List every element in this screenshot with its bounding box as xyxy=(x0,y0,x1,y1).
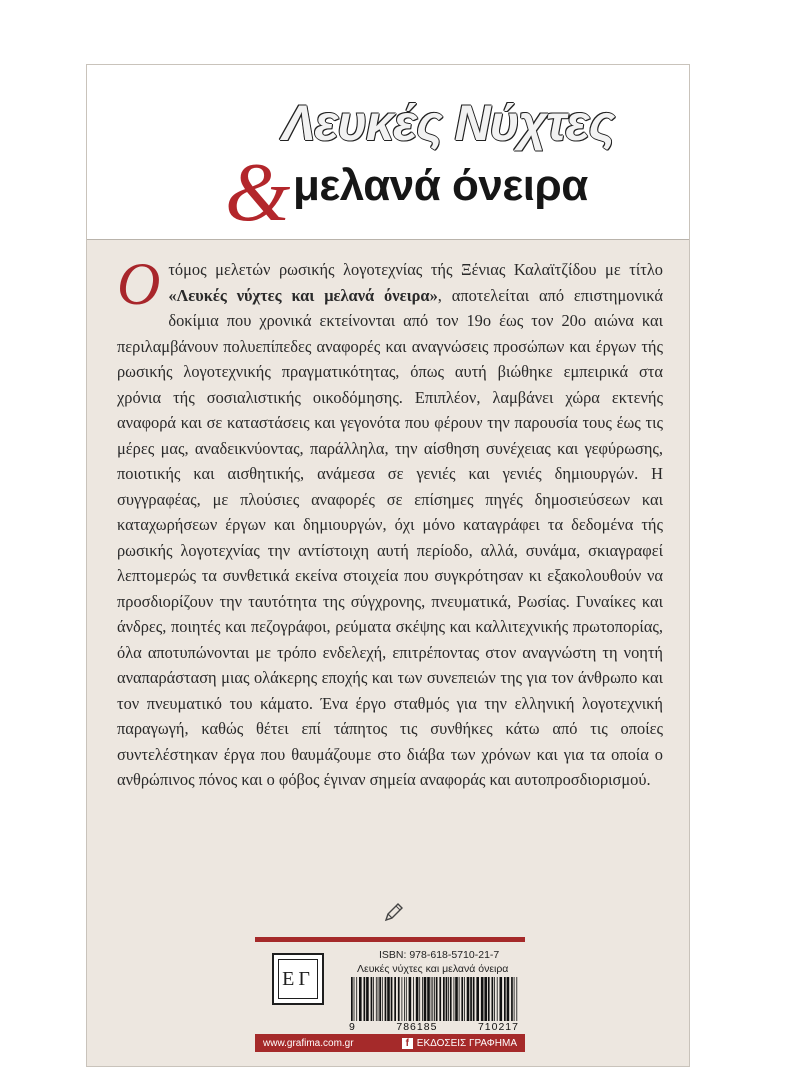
barcode-digit-group-3: 710217 xyxy=(477,1021,519,1033)
blurb-quoted-title: «Λευκές νύχτες και μελανά όνειρα» xyxy=(168,285,438,305)
title-band xyxy=(87,65,689,240)
title-ampersand: & xyxy=(225,146,291,239)
publisher-logo xyxy=(272,953,324,1005)
title-line-2: μελανά όνειρα xyxy=(293,161,588,210)
back-cover xyxy=(86,64,690,1067)
publisher-website: www.grafima.com.gr xyxy=(263,1037,354,1049)
blurb-part-2: , αποτελείται από επιστημονικά δοκίμια που χρονικά εκτείνονται από τον 19ο έως τον 20ο αιώνα και περιλαμβάνουν πολυεπίπεδες αναφορές και αναγνώσεις προσώπων και έργων τής ρωσικής λογοτεχνικής πραγματικότητας, όπως αυτή βιώθηκε εμπειρικά στα χρόνια τής σοσιαλιστικής οικοδόμησης. Επιπλέον, λαμβάνει χώρα εκτενής αναφορά και σε καταστάσεις και γεγονότα που φέρουν την παρουσία τους έως τις μέρες μας, αναδεικνύοντας, παράλληλα, την αίσθηση συνέχειας και γεφύρωσης, ποιοτικής και αισθητικής, ανάμεσα σε γενιές και γενιές δημιουργών. Η συγγραφέας, με πλούσιες αναφορές σε επίσημες πηγές δημοσιεύσεων και καταχωρήσεων έργων και δημιουργών, όχι μόνο καταγράφει τα δεδομένα τής ρωσικής λογοτεχνίας την αντίστοιχη αυτή περίοδο, αλλά, συνάμα, σκιαγραφεί λεπτομερώς τα συνθετικά εκείνα στοιχεία που συγκρότησαν κι εξακολουθούν να προσδιορίζουν την ταυτότητα της σύγχρονης, πνευματικά, Ρωσίας. Γυναίκες και άνδρες, ποιητές και πεζογράφοι, ρεύματα σκέψης και καλλιτεχνικής πρωτοπορίας, όλα αποτυπώνονται με τρόπο ενδελεχή, επιτρέποντας στον αναγνώστη τη νοητή αναπαράσταση μιας ολάκερης εποχής και των συνεπειών της για τον άνθρωπο και τον πνευματικό του κάματο. Ένα έργο σταθμός για την ελληνική λογοτεχνική παραγωγή, καθώς θέτει επί τάπητος τις συνθήκες κάτω από τις οποίες συντελέστηκαν έργα που θαυμάζουμε στο διάβα των χρόνων και για τα οποία ο ανθρώπινος πόνος και ο φόβος έγιναν σημεία αναφοράς και αυτοπροσδιορισμού. xyxy=(117,285,663,789)
facebook-label: ΕΚΔΟΣΕΙΣ ΓΡΑΦΗΜΑ xyxy=(416,1037,517,1049)
red-divider-bar xyxy=(255,937,525,942)
drop-cap: Ο xyxy=(117,251,161,317)
isbn-label: ISBN: 978-618-5710-21-7 xyxy=(379,949,500,961)
facebook-icon: f xyxy=(402,1038,413,1049)
blurb-text xyxy=(117,251,663,793)
barcode-digit-group-1: 9 xyxy=(349,1021,356,1033)
blurb-part-1: τόμος μελετών ρωσικής λογοτεχνίας τής Ξένιας Καλαϊτζίδου με τίτλο xyxy=(168,260,663,279)
book-title-label: Λευκές νύχτες και μελανά όνειρα xyxy=(357,963,509,975)
barcode xyxy=(349,977,519,1021)
pen-icon xyxy=(383,901,405,923)
title-line-1: Λευκές Νύχτες xyxy=(282,95,615,151)
publisher-footer-bar xyxy=(255,1034,525,1052)
barcode-digit-group-2: 786185 xyxy=(396,1021,438,1033)
barcode-digits xyxy=(349,1021,519,1033)
publisher-facebook xyxy=(402,1038,517,1049)
publisher-logo-text: ΕΓ xyxy=(278,959,318,999)
